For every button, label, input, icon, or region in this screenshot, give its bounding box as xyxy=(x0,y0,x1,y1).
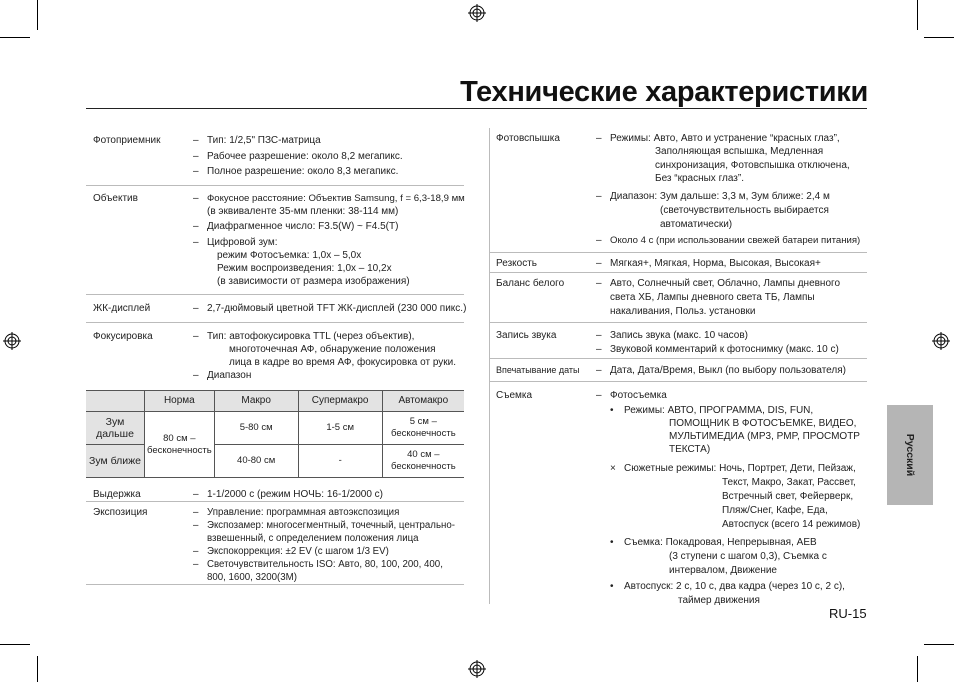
spec-value: (3 ступени с шагом 0,3), Съемка с xyxy=(669,551,827,562)
spec-value: накаливания, Польз. установки xyxy=(610,306,756,317)
title-rule xyxy=(86,108,867,109)
table-header: Макро xyxy=(214,391,298,412)
spec-value: Полное разрешение: около 8,3 мегапикс. xyxy=(207,166,399,177)
spec-value: Мягкая+, Мягкая, Норма, Высокая, Высокая+ xyxy=(610,258,821,269)
spec-value: (в эквиваленте 35-мм пленки: 38-114 мм) xyxy=(207,206,399,217)
spec-value: Экспокоррекция: ±2 EV (с шагом 1/3 EV) xyxy=(207,546,389,557)
table-header: Автомакро xyxy=(382,391,464,412)
registration-mark-left xyxy=(3,332,21,350)
spec-value: (в зависимости от размера изображения) xyxy=(217,276,410,287)
spec-label: Съемка xyxy=(496,390,533,401)
right-column xyxy=(489,128,867,607)
left-column-lower xyxy=(86,484,464,585)
spec-value: Запись звука (макс. 10 часов) xyxy=(610,330,749,341)
registration-mark-right xyxy=(932,332,950,350)
spec-value: 1-1/2000 с (режим НОЧЬ: 16-1/2000 с) xyxy=(207,489,384,500)
spec-value: режим Фотосъемка: 1,0x – 5,0x xyxy=(217,250,362,261)
spec-lens: Объектив – Фокусное расстояние: Объектив Samsung, f = 6,3-18,9 мм (в эквиваленте 35-мм пленки: 38-114 мм) – Диафрагменное число: F3.5(W) ~ F4.5(T) – Цифровой зум: режим Фотосъемка: 1,0x – 5,0x Режим воспроизведения: 1,0x – 10,2x (в зависимости от размера изображения) xyxy=(86,186,464,295)
spec-value: интервалом, Движение xyxy=(669,565,777,576)
spec-value: Режим воспроизведения: 1,0x – 10,2x xyxy=(217,263,392,274)
spec-value: Автоспуск (всего 14 режимов) xyxy=(722,519,861,530)
cell-wide-super: 1-5 см xyxy=(298,412,382,445)
spec-value: (светочувствительность выбирается xyxy=(660,205,829,216)
spec-value: таймер движения xyxy=(678,595,760,606)
spec-value: Фокусное расстояние: Объектив Samsung, f = 6,3-18,9 мм xyxy=(207,193,465,204)
spec-label: Баланс белого xyxy=(496,278,565,289)
spec-value: взвешенный, с определением положения лица xyxy=(207,533,419,544)
page-number: RU-15 xyxy=(829,606,867,621)
spec-value: Около 4 с (при использовании свежей батареи питания) xyxy=(610,235,861,246)
row-header-tele: Зум ближе xyxy=(86,445,145,478)
cell-wide-auto: 5 см – бесконечность xyxy=(382,412,464,445)
focus-range-table xyxy=(86,390,464,478)
spec-value: Автоспуск: 2 с, 10 с, два кадра (через 10 с, 2 с), xyxy=(624,581,845,592)
cell-normal: 80 см – бесконечность xyxy=(145,412,215,478)
spec-value: синхронизация, Фотовспышка отключена, xyxy=(655,160,850,171)
spec-date-imprint: Впечатывание даты – Дата, Дата/Время, Выкл (по выбору пользователя) xyxy=(489,359,867,382)
language-tab-label: Русский xyxy=(904,433,916,477)
spec-value: Съемка: Покадровая, Непрерывная, AEB xyxy=(624,537,817,548)
registration-mark-top xyxy=(468,4,486,22)
spec-value: Заполняющая вспышка, Медленная xyxy=(655,146,824,157)
language-tab xyxy=(887,405,933,505)
spec-label: ЖК-дисплей xyxy=(93,303,151,314)
spec-flash: Фотовспышка – Режимы: Авто, Авто и устранение “красных глаз”, Заполняющая вспышка, Медленная синхронизация, Фотовспышка отключена, Без “красных глаз”. – Диапазон: Зум дальше: 3,3 м, Зум ближе: 2,4 м (светочувствительность выбирается автоматически) – Около 4 с (при использовании свежей батареи питания) xyxy=(489,128,867,253)
spec-sharpness: Резкость – Мягкая+, Мягкая, Норма, Высокая, Высокая+ xyxy=(489,253,867,273)
spec-label: Запись звука xyxy=(496,330,557,341)
cell-tele-macro: 40-80 см xyxy=(214,445,298,478)
spec-value: ПОМОЩНИК В ФОТОСЪЕМКЕ, ВИДЕО, xyxy=(669,418,857,429)
spec-value: Фотосъемка xyxy=(610,390,667,401)
spec-value: Диапазон xyxy=(207,370,252,381)
spec-focus: Фокусировка – Тип: автофокусировка TTL (через объектив), многоточечная АФ, обнаружение положения лица в кадре во время АФ, фокусировка от руки. – Диапазон xyxy=(93,331,457,381)
table-corner xyxy=(86,391,145,412)
row-header-wide: Зум дальше xyxy=(86,412,145,445)
spec-value: 800, 1600, 3200(3M) xyxy=(207,572,297,583)
spec-voice: Запись звука – Запись звука (макс. 10 часов) – Звуковой комментарий к фотоснимку (макс. 10 с) xyxy=(489,323,867,359)
spec-value: Экспозамер: многосегментный, точечный, центрально- xyxy=(207,520,455,531)
spec-value: автоматически) xyxy=(660,219,733,230)
registration-mark-bottom xyxy=(468,660,486,678)
spec-value: лица в кадре во время АФ, фокусировка от руки. xyxy=(229,357,457,368)
spec-value: Цифровой зум: xyxy=(207,237,278,248)
spec-value: Авто, Солнечный свет, Облачно, Лампы дневного xyxy=(610,278,841,289)
spec-value: Встречный свет, Фейерверк, xyxy=(722,491,854,502)
spec-value: Диафрагменное число: F3.5(W) ~ F4.5(T) xyxy=(207,221,399,232)
spec-value: Режимы: Авто, Авто и устранение “красных глаз”, xyxy=(610,133,840,144)
spec-value: 2,7-дюймовый цветной TFT ЖК-дисплей (230 000 пикс.) xyxy=(207,303,467,314)
spec-value: света ХБ, Лампы дневного света ТБ, Лампы xyxy=(610,292,815,303)
spec-label: Фотоприемник xyxy=(93,135,161,146)
spec-value: Сюжетные режимы: Ночь, Портрет, Дети, Пейзаж, xyxy=(624,463,856,474)
spec-label: Фокусировка xyxy=(93,331,153,342)
spec-exposure: Экспозиция – Управление: программная автоэкспозиция – Экспозамер: многосегментный, точечный, центрально- взвешенный, с определением положения лица – Экспокоррекция: ±2 EV (с шагом 1/3 EV) – Светочувствительность ISO: Авто, 80, 100, 200, 400, 800, 1600, 3200(3M) xyxy=(86,502,464,585)
spec-label: Впечатывание даты xyxy=(496,365,580,375)
spec-white-balance: Баланс белого – Авто, Солнечный свет, Облачно, Лампы дневного света ХБ, Лампы дневного света ТБ, Лампы накаливания, Польз. установки xyxy=(489,273,867,323)
spec-value: МУЛЬТИМЕДИА (MP3, PMP, ПРОСМОТР xyxy=(669,431,860,442)
cell-tele-super: - xyxy=(298,445,382,478)
spec-value: Без “красных глаз”. xyxy=(655,173,744,184)
spec-label: Экспозиция xyxy=(93,507,148,518)
spec-value: Управление: программная автоэкспозиция xyxy=(207,507,400,518)
spec-value: Светочувствительность ISO: Авто, 80, 100, 200, 400, xyxy=(207,559,443,570)
spec-value: Тип: автофокусировка TTL (через объектив), xyxy=(207,331,415,342)
spec-value: Рабочее разрешение: около 8,2 мегапикс. xyxy=(207,151,403,162)
spec-lcd: ЖК-дисплей – 2,7-дюймовый цветной TFT ЖК-дисплей (230 000 пикс.) xyxy=(86,295,464,323)
cell-wide-macro: 5-80 см xyxy=(214,412,298,445)
spec-value: Пляж/Снег, Кафе, Еда, xyxy=(722,505,828,516)
spec-label: Фотовспышка xyxy=(496,133,560,144)
page-title: Технические характеристики xyxy=(460,76,868,108)
spec-value: Диапазон: Зум дальше: 3,3 м, Зум ближе: 2,4 м xyxy=(610,191,830,202)
spec-value: Текст, Макро, Закат, Рассвет, xyxy=(722,477,856,488)
spec-label: Выдержка xyxy=(93,489,141,500)
table-header: Норма xyxy=(145,391,215,412)
spec-label: Объектив xyxy=(93,193,138,204)
spec-value: Тип: 1/2,5" ПЗС-матрица xyxy=(207,135,321,146)
spec-value: ТЕКСТА) xyxy=(669,444,711,455)
spec-shutter: Выдержка – 1-1/2000 с (режим НОЧЬ: 16-1/2000 с) xyxy=(86,484,464,502)
spec-value: многоточечная АФ, обнаружение положения xyxy=(229,344,436,355)
spec-label: Резкость xyxy=(496,258,537,269)
spec-sensor: Фотоприемник – Тип: 1/2,5" ПЗС-матрица – Рабочее разрешение: около 8,2 мегапикс. – Полное разрешение: около 8,3 мегапикс. xyxy=(86,128,464,186)
cell-tele-auto: 40 см – бесконечность xyxy=(382,445,464,478)
spec-value: Дата, Дата/Время, Выкл (по выбору пользователя) xyxy=(610,365,846,376)
table-header: Супермакро xyxy=(298,391,382,412)
left-column xyxy=(86,128,467,393)
spec-value: Режимы: АВТО, ПРОГРАММА, DIS, FUN, xyxy=(624,405,814,416)
spec-shooting: Съемка – Фотосъемка • Режимы: АВТО, ПРОГРАММА, DIS, FUN, ПОМОЩНИК В ФОТОСЪЕМКЕ, ВИДЕО, МУЛЬТИМЕДИА (MP3, PMP, ПРОСМОТР ТЕКСТА) × Сюжетные режимы: Ночь, Портрет, Дети, Пейзаж, Текст, Макро, Закат, Рассвет, Встречный свет, Фейерверк, Пляж/Снег, Кафе, Еда, Автоспуск (всего 14 режимов) • Съемка: Покадровая, Непрерывная, AEB (3 ступени с шагом 0,3), Съемка с интервалом, Движение • Автоспуск: 2 с, 10 с, два кадра (через 10 с, 2 с), таймер движения xyxy=(496,390,861,606)
spec-value: Звуковой комментарий к фотоснимку (макс. 10 с) xyxy=(610,344,839,355)
